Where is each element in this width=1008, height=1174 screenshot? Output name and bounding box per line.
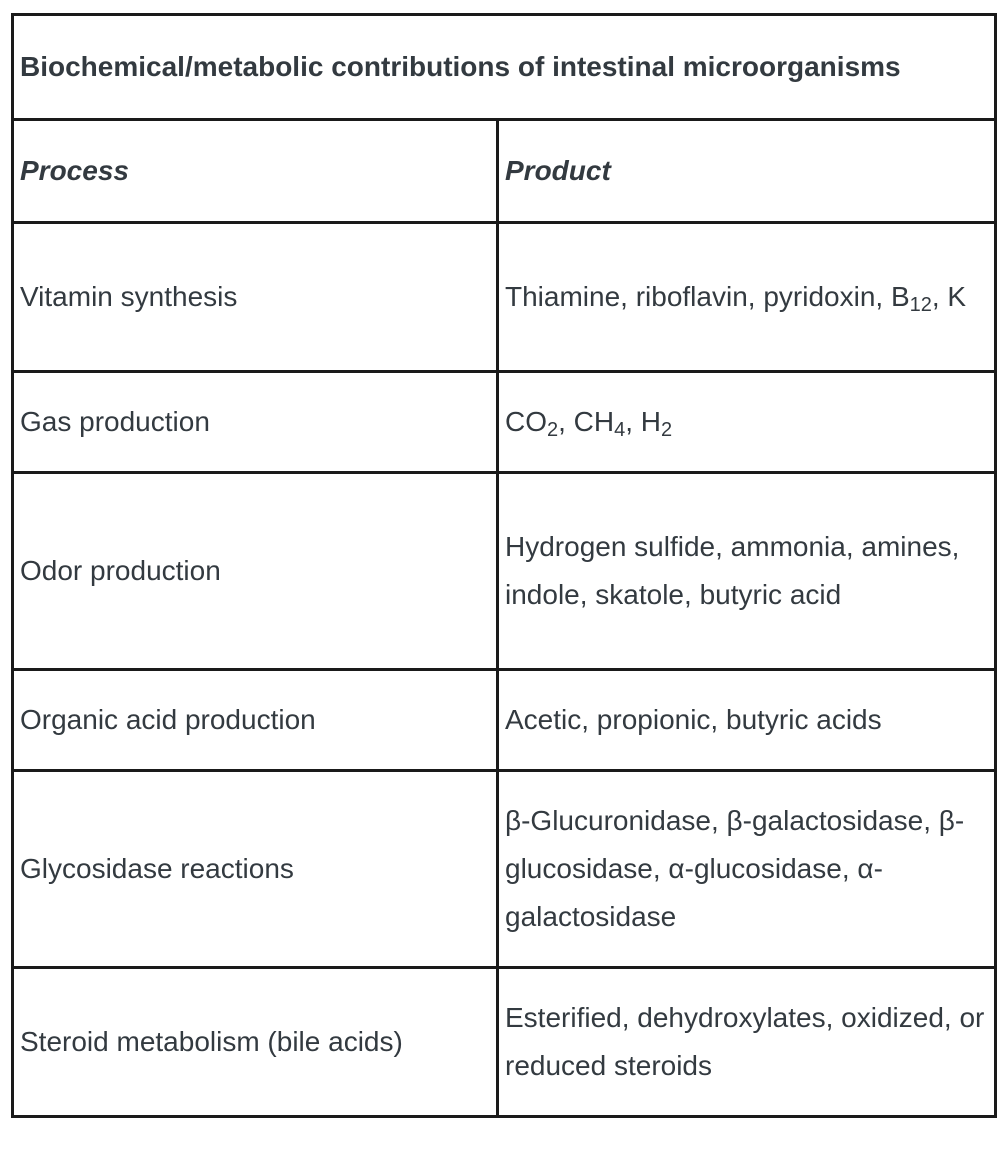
- formula-ch4: , CH: [558, 406, 615, 437]
- formula-co2: CO: [505, 406, 547, 437]
- product-cell: Acetic, propionic, butyric acids: [498, 670, 996, 771]
- formula-co2-subscript: 2: [547, 419, 559, 441]
- table-header-row: [13, 120, 996, 223]
- table-row: [13, 670, 996, 771]
- header-process: Process: [13, 120, 498, 223]
- process-cell: Steroid metabolism (bile acids): [13, 968, 498, 1117]
- product-text: Thiamine, riboflavin, pyridoxin, B: [505, 281, 910, 312]
- process-cell: Odor production: [13, 473, 498, 670]
- table-row: [13, 771, 996, 968]
- product-cell: [498, 223, 996, 372]
- process-cell: Organic acid production: [13, 670, 498, 771]
- product-cell: [498, 372, 996, 473]
- product-subscript: 12: [909, 294, 932, 316]
- process-cell: Glycosidase reactions: [13, 771, 498, 968]
- metabolic-contributions-table: [11, 13, 997, 1118]
- table-row: [13, 968, 996, 1117]
- formula-ch4-subscript: 4: [614, 419, 626, 441]
- table-title-row: [13, 15, 996, 120]
- product-cell: Esterified, dehydroxylates, oxidized, or reduced steroids: [498, 968, 996, 1117]
- formula-h2-subscript: 2: [661, 419, 673, 441]
- product-cell: β-Glucuronidase, β-galactosidase, β-glucosidase, α-glucosidase, α-galactosidase: [498, 771, 996, 968]
- product-cell: Hydrogen sulfide, ammonia, amines, indole, skatole, butyric acid: [498, 473, 996, 670]
- process-cell: Vitamin synthesis: [13, 223, 498, 372]
- table-title: Biochemical/metabolic contributions of intestinal microorganisms: [13, 15, 996, 120]
- table-row: [13, 473, 996, 670]
- table-row: [13, 223, 996, 372]
- header-product: Product: [498, 120, 996, 223]
- process-cell: Gas production: [13, 372, 498, 473]
- formula-h2: , H: [625, 406, 662, 437]
- table-row: [13, 372, 996, 473]
- product-text-tail: , K: [931, 281, 967, 312]
